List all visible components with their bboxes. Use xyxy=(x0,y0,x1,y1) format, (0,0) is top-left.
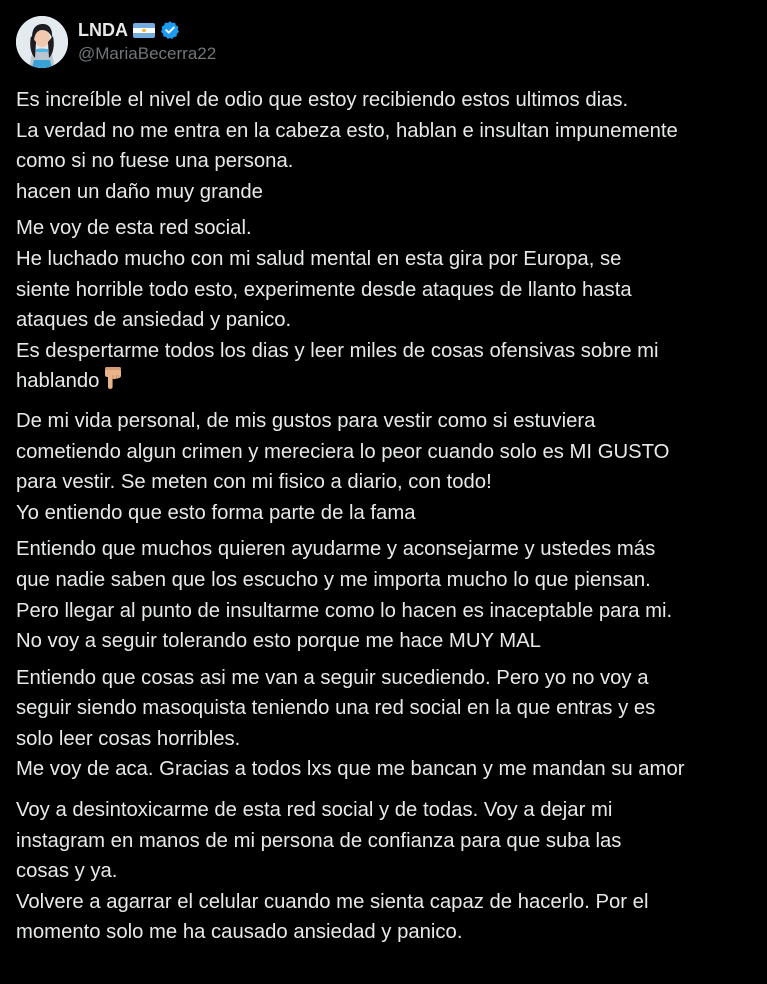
text-line: Entiendo que cosas asi me van a seguir sucediendo. Pero yo no voy a xyxy=(16,666,649,689)
text-line: ataques de ansiedad y panico. xyxy=(16,309,292,332)
text-line: instagram en manos de mi persona de confianza para que suba las xyxy=(16,829,622,852)
user-block xyxy=(78,19,216,65)
text-line: momento solo me ha causado ansiedad y panico. xyxy=(16,921,463,944)
text-line: hacen un daño muy grande xyxy=(16,180,263,203)
text-line: Voy a desintoxicarme de esta red social y de todas. Voy a dejar mi xyxy=(16,799,613,822)
avatar-image xyxy=(16,16,68,68)
text-line: Yo entiendo que esto forma parte de la fama xyxy=(16,501,416,524)
argentina-flag-icon xyxy=(133,23,155,38)
tweet-text xyxy=(16,85,751,948)
avatar[interactable] xyxy=(16,16,68,68)
text-line: Pero llegar al punto de insultarme como lo hacen es inaceptable para mi. xyxy=(16,599,673,622)
tweet-header xyxy=(16,14,751,70)
text-line: Me voy de esta red social. xyxy=(16,217,252,240)
tweet-paragraph xyxy=(16,795,751,948)
text-line: siente horrible todo esto, experimente desde ataques de llanto hasta xyxy=(16,278,632,301)
text-line: seguir siendo masoquista teniendo una red social en la que entras y es xyxy=(16,697,656,720)
text-line: De mi vida personal, de mis gustos para vestir como si estuviera xyxy=(16,409,596,432)
text-line: cometiendo algun crimen y mereciera lo peor cuando solo es MI GUSTO xyxy=(16,440,670,463)
tweet-paragraph xyxy=(16,213,751,400)
display-name[interactable]: LNDA xyxy=(78,20,128,40)
text-line: que nadie saben que los escucho y me importa mucho lo que piensan. xyxy=(16,568,651,591)
text-line: No voy a seguir tolerando esto porque me hace MUY MAL xyxy=(16,630,541,653)
user-handle[interactable]: @MariaBecerra22 xyxy=(78,44,217,63)
text-line: Volvere a agarrar el celular cuando me sienta capaz de hacerlo. Por el xyxy=(16,890,649,913)
text-line: cosas y ya. xyxy=(16,860,118,883)
text-line: Me voy de aca. Gracias a todos lxs que me bancan y me mandan su amor xyxy=(16,758,685,781)
text-line: para vestir. Se meten con mi fisico a diario, con todo! xyxy=(16,471,492,494)
tweet-paragraph xyxy=(16,534,751,656)
pointing-down-hand-icon xyxy=(103,366,123,400)
tweet-paragraph xyxy=(16,663,751,785)
text-line: como si no fuese una persona. xyxy=(16,150,294,173)
text-line: Es increíble el nivel de odio que estoy recibiendo estos ultimos dias. xyxy=(16,89,629,111)
text-line: Es despertarme todos los dias y leer miles de cosas ofensivas sobre mi xyxy=(16,339,659,362)
text-line-with-emoji xyxy=(16,366,751,400)
text-line: He luchado mucho con mi salud mental en esta gira por Europa, se xyxy=(16,247,622,270)
text-line: Entiendo que muchos quieren ayudarme y aconsejarme y ustedes más xyxy=(16,538,656,561)
text-line: La verdad no me entra en la cabeza esto, hablan e insultan impunemente xyxy=(16,119,678,142)
text-line: solo leer cosas horribles. xyxy=(16,727,241,750)
tweet-paragraph xyxy=(16,85,751,207)
verified-badge-icon xyxy=(160,20,180,40)
text-line: hablando xyxy=(16,370,100,393)
tweet-paragraph xyxy=(16,406,751,528)
name-row xyxy=(78,19,216,41)
